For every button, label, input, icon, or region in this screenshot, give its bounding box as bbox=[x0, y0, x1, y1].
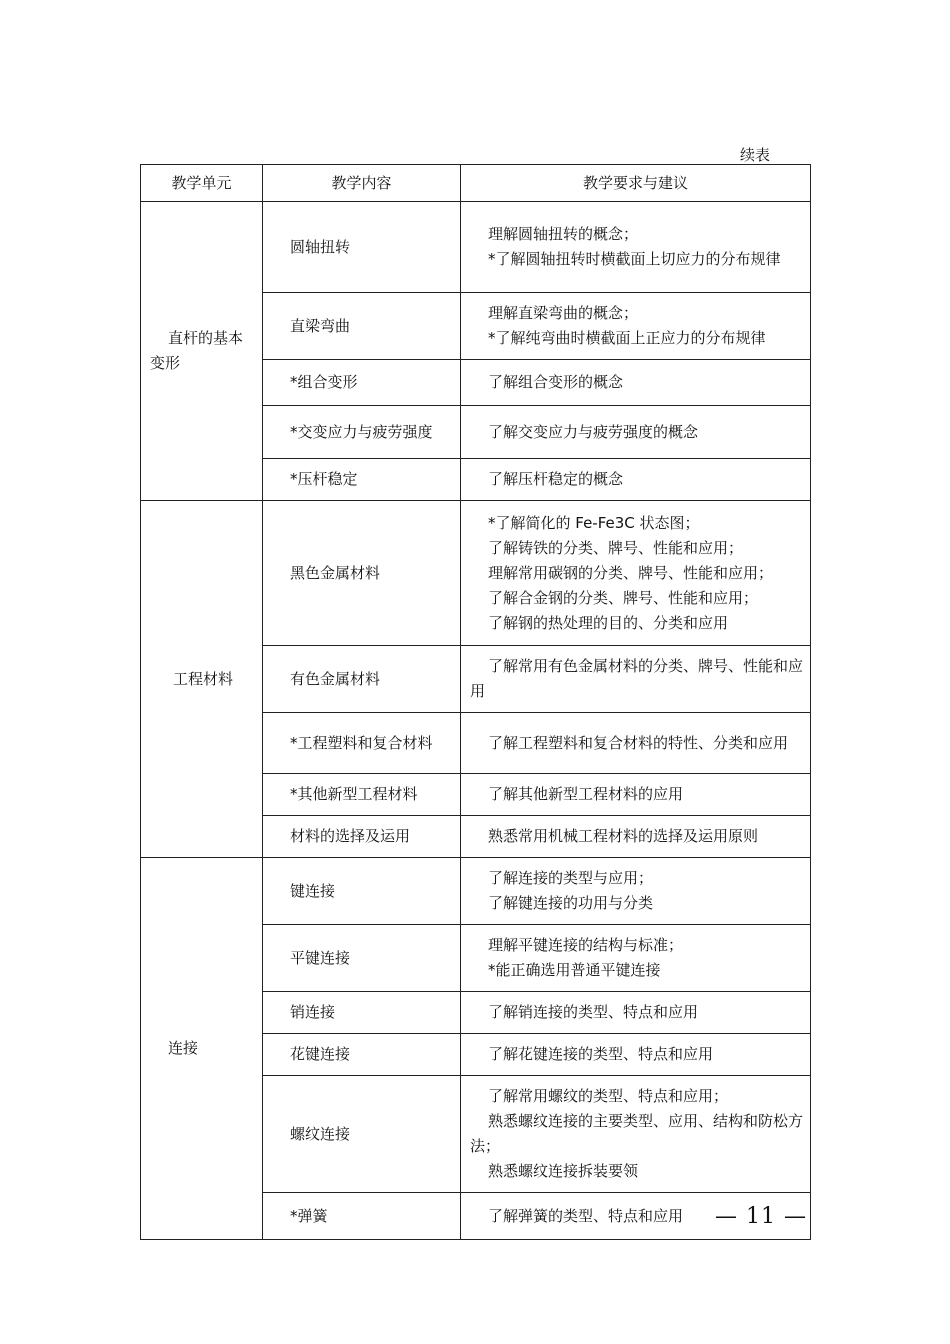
content-cell: 黑色金属材料 bbox=[263, 501, 461, 646]
requirement-line: *能正确选用普通平键连接 bbox=[488, 961, 661, 979]
content-cell: *弹簧 bbox=[263, 1193, 461, 1240]
header-unit: 教学单元 bbox=[141, 165, 263, 202]
requirement-line: 了解键连接的功用与分类 bbox=[488, 894, 654, 912]
requirement-line: 了解交变应力与疲劳强度的概念 bbox=[488, 422, 699, 441]
requirement-line: 了解花键连接的类型、特点和应用 bbox=[488, 1045, 714, 1063]
table-body bbox=[141, 202, 811, 1240]
requirements-cell bbox=[461, 501, 811, 646]
requirements-cell bbox=[461, 816, 811, 858]
content-cell: 键连接 bbox=[263, 858, 461, 925]
requirements-cell bbox=[461, 774, 811, 816]
requirement-line: 熟悉常用机械工程材料的选择及运用原则 bbox=[488, 827, 759, 845]
requirement-line: 熟悉螺纹连接拆装要领 bbox=[488, 1162, 639, 1180]
requirements-cell bbox=[461, 992, 811, 1034]
requirement-line: 了解组合变形的概念 bbox=[488, 373, 624, 391]
requirements-cell bbox=[461, 293, 811, 360]
content-cell: *组合变形 bbox=[263, 360, 461, 406]
header-content: 教学内容 bbox=[263, 165, 461, 202]
requirements-cell bbox=[461, 1076, 811, 1193]
requirements-cell bbox=[461, 202, 811, 293]
requirements-cell bbox=[461, 459, 811, 501]
content-cell: 销连接 bbox=[263, 992, 461, 1034]
table-header-row bbox=[141, 165, 811, 202]
requirement-line: 了解钢的热处理的目的、分类和应用 bbox=[488, 613, 729, 632]
content-cell: *其他新型工程材料 bbox=[263, 774, 461, 816]
content-cell: 平键连接 bbox=[263, 925, 461, 992]
requirement-line: 理解常用碳钢的分类、牌号、性能和应用； bbox=[488, 563, 774, 582]
requirement-line: 了解压杆稳定的概念 bbox=[488, 470, 624, 488]
unit-cell: 连接 bbox=[141, 858, 263, 1240]
table-row bbox=[141, 202, 811, 293]
requirement-line: 了解其他新型工程材料的应用 bbox=[488, 785, 684, 803]
content-cell: 圆轴扭转 bbox=[263, 202, 461, 293]
requirements-cell bbox=[461, 925, 811, 992]
requirement-line: 熟悉螺纹连接的主要类型、应用、结构和防松方法； bbox=[470, 1112, 804, 1155]
table-row bbox=[141, 501, 811, 646]
requirements-cell bbox=[461, 360, 811, 406]
requirement-line: 了解销连接的类型、特点和应用 bbox=[488, 1003, 699, 1021]
requirement-line: 了解连接的类型与应用； bbox=[488, 869, 654, 887]
requirement-line: 了解常用有色金属材料的分类、牌号、性能和应用 bbox=[470, 657, 804, 700]
requirement-line: 理解平键连接的结构与标准； bbox=[488, 936, 684, 954]
requirement-line: 理解直梁弯曲的概念； bbox=[488, 304, 639, 322]
requirement-line: 了解弹簧的类型、特点和应用 bbox=[488, 1206, 684, 1225]
table-row bbox=[141, 858, 811, 925]
content-cell: 螺纹连接 bbox=[263, 1076, 461, 1193]
requirements-cell bbox=[461, 858, 811, 925]
header-requirements: 教学要求与建议 bbox=[461, 165, 811, 202]
requirements-cell bbox=[461, 646, 811, 713]
unit-cell: 直杆的基本变形 bbox=[141, 202, 263, 501]
requirement-line: 了解常用螺纹的类型、特点和应用； bbox=[488, 1087, 729, 1105]
content-cell: *压杆稳定 bbox=[263, 459, 461, 501]
continued-label: 续表 bbox=[740, 146, 771, 164]
requirement-line: *了解圆轴扭转时横截面上切应力的分布规律 bbox=[488, 250, 781, 268]
content-cell: *交变应力与疲劳强度 bbox=[263, 406, 461, 459]
requirements-cell bbox=[461, 1034, 811, 1076]
unit-cell: 工程材料 bbox=[141, 501, 263, 858]
requirement-line: 了解合金钢的分类、牌号、性能和应用； bbox=[488, 588, 759, 607]
requirements-cell bbox=[461, 713, 811, 774]
requirement-line: 理解圆轴扭转的概念； bbox=[488, 225, 639, 243]
requirement-line: *了解简化的 Fe-Fe3C 状态图； bbox=[488, 513, 700, 532]
requirements-cell bbox=[461, 406, 811, 459]
requirement-line: 了解工程塑料和复合材料的特性、分类和应用 bbox=[488, 733, 789, 752]
content-cell: 材料的选择及运用 bbox=[263, 816, 461, 858]
content-cell: 直梁弯曲 bbox=[263, 293, 461, 360]
content-cell: 有色金属材料 bbox=[263, 646, 461, 713]
requirement-line: *了解纯弯曲时横截面上正应力的分布规律 bbox=[488, 329, 766, 347]
page-number: — 11 — bbox=[715, 1204, 807, 1229]
content-cell: *工程塑料和复合材料 bbox=[263, 713, 461, 774]
requirement-line: 了解铸铁的分类、牌号、性能和应用； bbox=[488, 538, 744, 557]
content-cell: 花键连接 bbox=[263, 1034, 461, 1076]
curriculum-table bbox=[140, 164, 811, 1240]
